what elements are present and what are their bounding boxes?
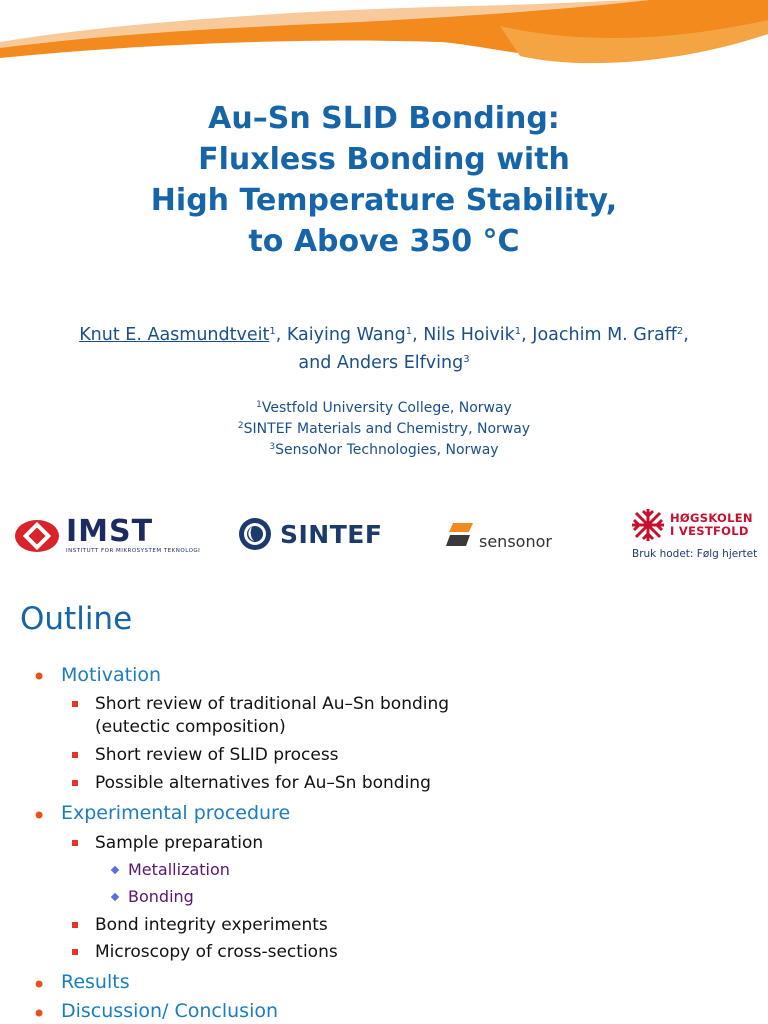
bullet-square-icon — [72, 840, 78, 846]
bullet-square-icon — [72, 752, 78, 758]
hogskolen-name-line2: I VESTFOLD — [670, 524, 749, 538]
sensonor-emblem-icon — [445, 522, 475, 548]
bullet-dot-icon: • — [32, 971, 47, 999]
bullet-square-icon — [72, 922, 78, 928]
affiliation-text: SINTEF Materials and Chemistry, Norway — [243, 421, 531, 437]
affiliation-line — [0, 440, 768, 461]
bullet-square-icon — [72, 780, 78, 786]
author-name: Nils Hoivik — [423, 325, 515, 345]
outline-subitem: Short review of traditional Au–Sn bonding — [95, 694, 450, 714]
imst-logo — [14, 514, 201, 554]
imst-subtitle: INSTITUTT FOR MIKROSYSTEM TEKNOLOGI — [66, 548, 201, 554]
bullet-square-icon — [72, 701, 78, 707]
author-name: Joachim M. Graff — [532, 325, 677, 345]
bullet-dot-icon: • — [32, 1000, 47, 1024]
affiliation-index: 1 — [256, 400, 262, 410]
author-affiliation-index: 3 — [463, 354, 470, 365]
author-name: Kaiying Wang — [286, 325, 406, 345]
title-line: High Temperature Stability, — [150, 183, 618, 218]
author-affiliation-index: 1 — [405, 326, 413, 337]
title-line: Au–Sn SLID Bonding: — [208, 101, 560, 136]
outline-item-experimental-procedure: Experimental procedure — [61, 802, 291, 824]
bullet-diamond-icon — [111, 866, 119, 874]
imst-wordmark: IMST — [66, 514, 154, 549]
presentation-title — [0, 98, 768, 262]
affiliation-index: 2 — [237, 421, 244, 431]
outline-subitem: Sample preparation — [95, 833, 264, 853]
affiliation-index: 3 — [269, 442, 276, 452]
sintef-emblem-icon — [238, 517, 272, 551]
affiliation-list — [0, 398, 768, 461]
outline-list — [0, 583, 768, 1024]
orange-swoosh-decoration — [0, 0, 768, 90]
author-affiliation-index: 1 — [514, 326, 522, 337]
imst-emblem-icon — [14, 518, 60, 554]
sintef-wordmark: SINTEF — [280, 519, 383, 549]
outline-item-results: Results — [61, 971, 130, 993]
outline-item-discussion-conclusion: Discussion/ Conclusion — [61, 1000, 279, 1022]
snowflake-emblem-icon — [630, 507, 666, 543]
affiliation-text: SensoNor Technologies, Norway — [275, 442, 499, 458]
hogskolen-name-line1: HØGSKOLEN — [670, 511, 753, 525]
author-list: Knut E. Aasmundtveit$^1$, Kaiying Wang$^1$, Nils Hoivik$^1$, Joachim M. Graff$^2$, and Anders Elfving$^3$ — [79, 325, 689, 373]
outline-heading: Outline — [20, 601, 133, 637]
affiliation-text: Vestfold University College, Norway — [261, 400, 512, 416]
author-affiliation-index: 1 — [269, 326, 276, 337]
affiliation-line — [0, 419, 768, 440]
bullet-dot-icon: • — [32, 802, 47, 830]
outline-subsubitem: Bonding — [128, 887, 194, 906]
outline-subitem-continued: (eutectic composition) — [95, 717, 286, 737]
bullet-square-icon — [72, 949, 78, 955]
outline-subitem: Short review of SLID process — [95, 745, 339, 765]
author-affiliation-index: 2 — [676, 326, 684, 337]
author-name: and Anders Elfving — [298, 353, 464, 373]
sintef-logo — [238, 517, 382, 551]
bullet-diamond-icon — [111, 893, 119, 901]
hogskolen-vestfold-logo — [630, 507, 757, 560]
outline-subsubitem: Metallization — [128, 860, 230, 879]
bullet-dot-icon: • — [32, 663, 47, 691]
outline-subitem: Bond integrity experiments — [95, 915, 328, 935]
outline-subitem: Possible alternatives for Au–Sn bonding — [95, 773, 431, 793]
title-line: Fluxless Bonding with — [198, 142, 570, 177]
outline-slide — [0, 583, 768, 1024]
sensonor-logo — [445, 518, 552, 551]
sensonor-wordmark: sensonor — [479, 532, 552, 551]
outline-item-motivation: Motivation — [61, 664, 162, 686]
affiliation-line — [0, 398, 768, 419]
hogskolen-tagline: Bruk hodet: Følg hjertet — [632, 548, 758, 560]
outline-subitem: Microscopy of cross-sections — [95, 942, 338, 962]
author-name-presenter[interactable]: Knut E. Aasmundtveit — [79, 325, 270, 345]
title-line: to Above 350 °C — [248, 224, 520, 259]
